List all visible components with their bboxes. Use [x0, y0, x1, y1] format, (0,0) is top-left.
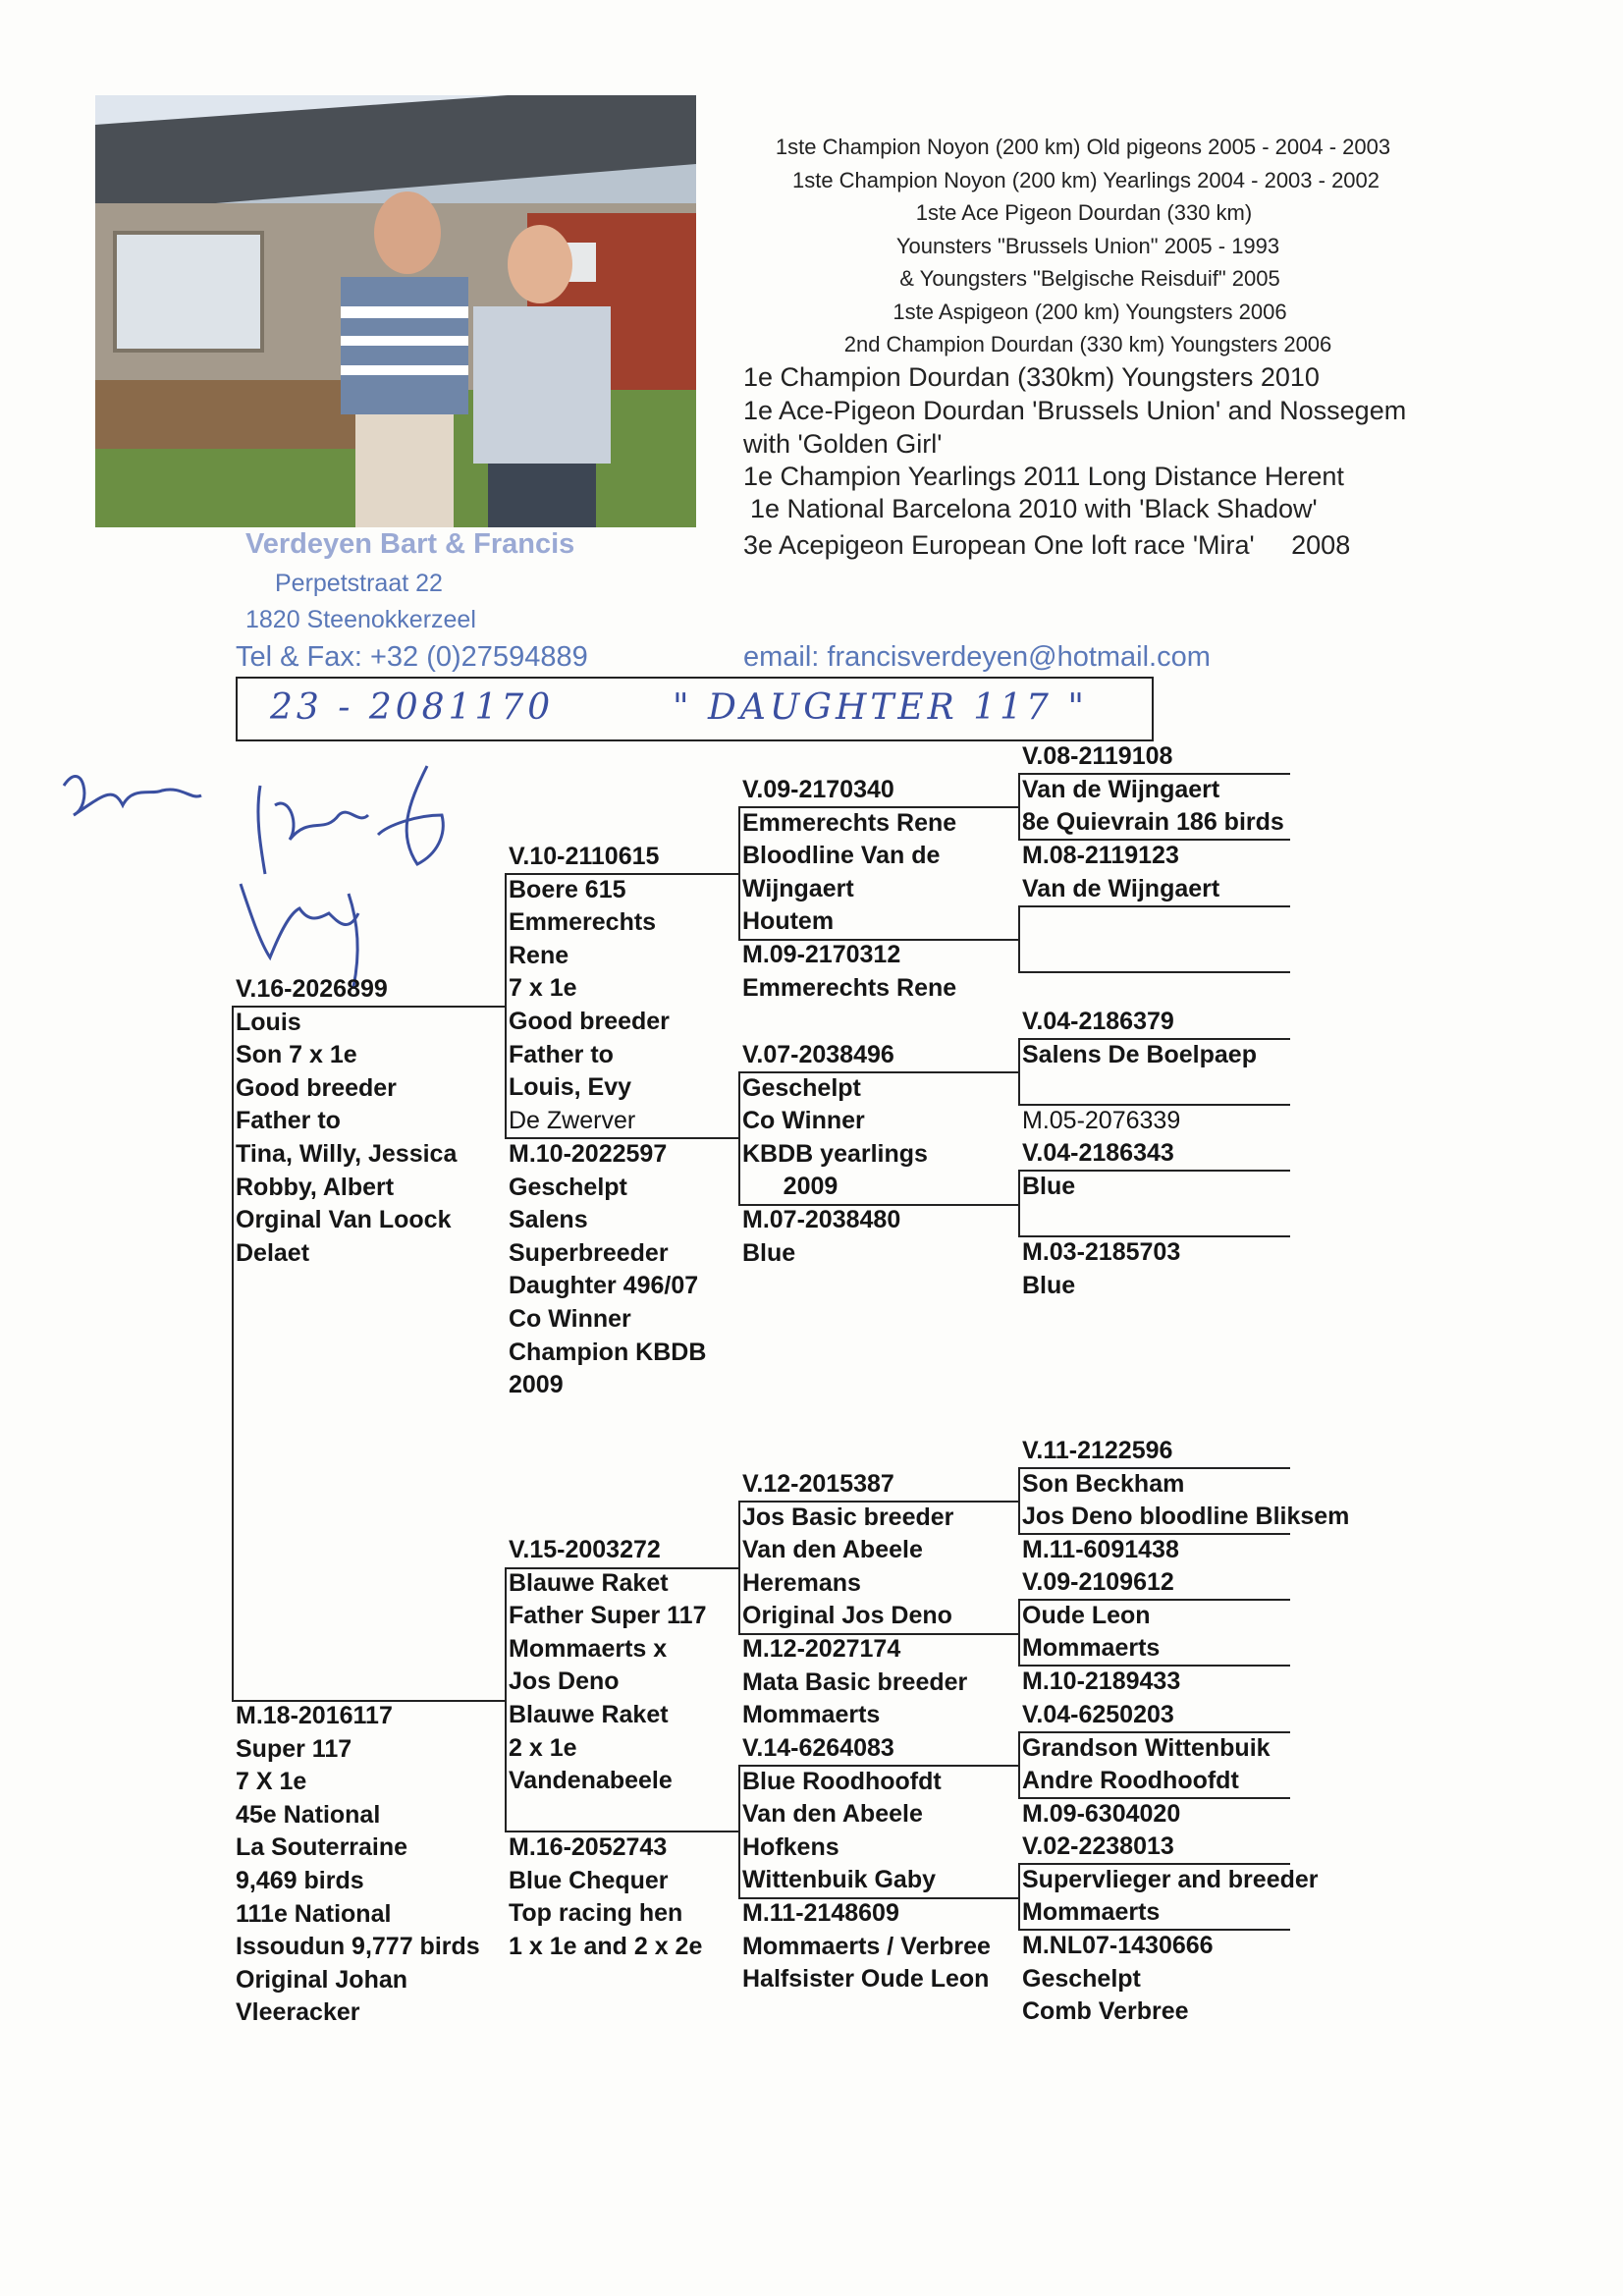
bracket-line — [1018, 905, 1020, 971]
achievement-line: with 'Golden Girl' — [743, 429, 943, 459]
mother-block — [236, 1700, 480, 2030]
pigeon-line: Good breeder — [509, 1007, 670, 1035]
great-grandparent-1 — [1022, 740, 1284, 840]
great-grandparent-6 — [1022, 1105, 1180, 1138]
great-grandparent-8 — [1022, 1236, 1180, 1302]
pigeon-line: Emmerechts — [509, 908, 657, 937]
pigeon-line: Blue — [742, 1238, 796, 1267]
loft-photo-image — [95, 95, 696, 527]
pigeon-line: Good breeder — [236, 1073, 397, 1102]
pigeon-line: Jos Basic breeder — [742, 1503, 954, 1531]
achievement-line: 1e Ace-Pigeon Dourdan 'Brussels Union' and Nossegem — [743, 396, 1407, 425]
pigeon-line: 111e National — [236, 1899, 392, 1928]
bracket-line — [232, 1006, 507, 1008]
pigeon-line: Hofkens — [742, 1832, 839, 1861]
achievement-line: 1ste Champion Noyon (200 km) Yearlings 2004 - 2003 - 2002 — [791, 168, 1380, 192]
pigeon-line: Father to — [236, 1107, 341, 1135]
father-dam-block — [509, 1138, 706, 1402]
achievement-line: 1ste Aspigeon (200 km) Youngsters 2006 — [893, 300, 1287, 324]
ring-number: M.16-2052743 — [509, 1833, 668, 1861]
great-grandparent-15 — [1022, 1831, 1319, 1930]
great-grandparent-13 — [1022, 1699, 1271, 1798]
pigeon-line: De Zwerver — [509, 1106, 636, 1134]
phone-fax: Tel & Fax: +32 (0)27594889 — [236, 641, 588, 673]
ring-number: V.07-2038496 — [742, 1041, 894, 1068]
pigeon-line: Salens De Boelpaep — [1022, 1040, 1257, 1068]
ring-number: M.18-2016117 — [236, 1702, 393, 1729]
bracket-line — [738, 1765, 1020, 1767]
ring-number: M.08-2119123 — [1022, 842, 1179, 869]
pigeon-line: 8e Quievrain 186 birds — [1022, 808, 1284, 837]
pigeon-line: Co Winner — [742, 1107, 865, 1135]
bracket-line — [1018, 1467, 1290, 1469]
great-grandparent-12 — [1022, 1666, 1180, 1699]
ring-number: V.09-2109612 — [1022, 1568, 1174, 1596]
ring-number: V.08-2119108 — [1022, 742, 1173, 770]
bracket-line — [232, 1700, 507, 1702]
pigeon-line: Louis — [236, 1008, 301, 1036]
bracket-line — [1018, 1731, 1020, 1797]
ring-number: M.03-2185703 — [1022, 1238, 1181, 1266]
loft-photo — [95, 95, 696, 527]
pigeon-line: Mommaerts — [1022, 1898, 1161, 1927]
pigeon-line: Oude Leon — [1022, 1601, 1151, 1629]
pigeon-line: 2 x 1e — [509, 1733, 577, 1762]
pigeon-line: 2009 — [509, 1371, 564, 1399]
bracket-line — [1018, 1235, 1290, 1237]
bracket-line — [1018, 905, 1290, 907]
pigeon-line: Son Beckham — [1022, 1469, 1185, 1498]
pigeon-line: Salens — [509, 1206, 588, 1234]
owner-name: Verdeyen Bart & Francis — [245, 528, 575, 560]
ring-number: M.NL07-1430666 — [1022, 1932, 1214, 1959]
pigeon-line: La Souterraine — [236, 1833, 408, 1862]
bracket-line — [232, 1006, 234, 1406]
handwritten-signature — [54, 746, 466, 1002]
great-grandparent-14 — [1022, 1798, 1180, 1831]
pigeon-line: Father to — [509, 1040, 614, 1068]
pigeon-line: Comb Verbree — [1022, 1997, 1189, 2026]
pigeon-line: Blue Chequer — [509, 1866, 669, 1894]
pigeon-line: Champion KBDB — [509, 1338, 707, 1366]
pigeon-line: Van den Abeele — [742, 1800, 923, 1829]
pigeon-line: Supervlieger and breeder — [1022, 1865, 1319, 1893]
great-grandparent-16 — [1022, 1930, 1214, 2029]
pigeon-line: Son 7 x 1e — [236, 1041, 357, 1069]
pigeon-line: Mommaerts — [742, 1701, 881, 1729]
pigeon-line: Heremans — [742, 1568, 861, 1597]
pigeon-line: Blauwe Raket — [509, 1700, 669, 1728]
mother-sire-block — [509, 1534, 706, 1798]
pigeon-line: Original Johan — [236, 1965, 408, 1994]
bracket-line — [505, 873, 740, 875]
ring-number: V.09-2170340 — [742, 776, 894, 803]
handwritten-name: " DAUGHTER 117 " — [673, 687, 1088, 728]
achievement-line: 3e Acepigeon European One loft race 'Mira' 2008 — [743, 530, 1351, 560]
bracket-line — [1018, 1170, 1290, 1172]
mm-dam-block — [742, 1897, 991, 1996]
pigeon-line: Bloodline Van de — [742, 842, 941, 870]
pigeon-line: Original Jos Deno — [742, 1602, 952, 1630]
pigeon-line: 7 X 1e — [236, 1768, 307, 1796]
mf-dam-block — [742, 1633, 967, 1732]
ring-number: V.10-2110615 — [509, 843, 660, 870]
ring-number: M.05-2076339 — [1022, 1107, 1181, 1134]
mother-dam-block — [509, 1831, 702, 1963]
pigeon-line: Mommaerts / Verbree — [742, 1932, 991, 1960]
bracket-line — [1018, 1599, 1020, 1666]
bracket-line — [738, 1071, 740, 1204]
pigeon-line: Van de Wijngaert — [1022, 874, 1220, 902]
ring-number: V.04-6250203 — [1022, 1701, 1174, 1728]
pigeon-line: 9,469 birds — [236, 1866, 364, 1894]
pigeon-line: Robby, Albert — [236, 1173, 395, 1201]
bracket-line — [738, 806, 1020, 808]
pigeon-line: Van den Abeele — [742, 1536, 923, 1564]
pigeon-line: KBDB yearlings — [742, 1139, 928, 1168]
ring-number: M.09-2170312 — [742, 941, 901, 968]
pigeon-line: 1 x 1e and 2 x 2e — [509, 1932, 703, 1960]
great-grandparent-9 — [1022, 1435, 1349, 1534]
fm-dam-block — [742, 1204, 900, 1270]
pigeon-line: Louis, Evy — [509, 1073, 632, 1102]
great-grandparent-2 — [1022, 840, 1219, 905]
street-address: Perpetstraat 22 — [275, 570, 443, 597]
bracket-line — [1018, 971, 1290, 973]
bracket-line — [738, 1765, 740, 1897]
father-sire-block — [509, 841, 670, 1137]
pigeon-line: Issoudun 9,777 birds — [236, 1933, 480, 1961]
achievement-line: 2nd Champion Dourdan (330 km) Youngsters 2006 — [843, 332, 1332, 356]
pigeon-line: Emmerechts Rene — [742, 808, 957, 837]
bracket-line — [1018, 773, 1290, 775]
great-grandparent-11 — [1022, 1566, 1174, 1666]
achievement-line: 1e Champion Yearlings 2011 Long Distance Herent — [743, 462, 1344, 491]
ring-number: M.12-2027174 — [742, 1635, 901, 1663]
bracket-line — [738, 1633, 1020, 1635]
achievement-line: & Youngsters "Belgische Reisduif" 2005 — [899, 266, 1280, 291]
bracket-line — [1018, 1929, 1290, 1931]
bracket-line — [505, 873, 507, 1138]
pigeon-line: Jos Deno bloodline Bliksem — [1022, 1503, 1350, 1531]
pigeon-line: Mata Basic breeder — [742, 1667, 968, 1696]
bracket-line — [738, 806, 740, 939]
bracket-line — [232, 1406, 234, 1701]
bracket-line — [505, 1567, 740, 1569]
bracket-line — [1018, 1863, 1290, 1865]
bracket-line — [1018, 1038, 1020, 1104]
pigeon-line: Top racing hen — [509, 1899, 683, 1928]
pigeon-line: Van de Wijngaert — [1022, 775, 1220, 803]
bracket-line — [505, 1831, 740, 1832]
bracket-line — [738, 939, 1020, 941]
pigeon-line: Geschelpt — [509, 1173, 627, 1201]
city-address: 1820 Steenokkerzeel — [245, 606, 476, 633]
achievement-line: Younsters "Brussels Union" 2005 - 1993 — [895, 234, 1280, 258]
pigeon-line: Blauwe Raket — [509, 1568, 669, 1597]
bracket-line — [738, 1204, 1020, 1206]
pigeon-line: Wittenbuik Gaby — [742, 1866, 937, 1894]
bracket-line — [1018, 1467, 1020, 1533]
bracket-line — [1018, 1731, 1290, 1733]
pigeon-line: Halfsister Oude Leon — [742, 1965, 990, 1994]
ring-number: V.04-2186379 — [1022, 1008, 1174, 1035]
email-address: email: francisverdeyen@hotmail.com — [743, 641, 1211, 673]
pigeon-line: Blue Roodhoofdt — [742, 1767, 942, 1795]
ring-number: V.14-6264083 — [742, 1734, 894, 1762]
ring-number: M.09-6304020 — [1022, 1800, 1181, 1828]
pigeon-line: Delaet — [236, 1238, 310, 1267]
pigeon-line: Tina, Willy, Jessica — [236, 1139, 458, 1168]
ring-number: M.11-6091438 — [1022, 1536, 1179, 1563]
ff-sire-block — [742, 774, 956, 939]
pigeon-line: 7 x 1e — [509, 974, 577, 1003]
ring-number: M.07-2038480 — [742, 1206, 901, 1233]
pigeon-line: Blue — [1022, 1172, 1076, 1200]
bracket-line — [738, 1897, 1020, 1899]
pigeon-line: Father Super 117 — [509, 1602, 707, 1630]
achievement-line: 1e National Barcelona 2010 with 'Black Shadow' — [750, 494, 1318, 523]
pigeon-line: Andre Roodhoofdt — [1022, 1767, 1239, 1795]
bracket-line — [1018, 1038, 1290, 1040]
ring-number: V.15-2003272 — [509, 1536, 661, 1563]
pigeon-line: Mommaerts x — [509, 1634, 668, 1663]
pigeon-line: Jos Deno — [509, 1667, 620, 1696]
fm-sire-block — [742, 1039, 928, 1204]
pigeon-line: Vandenabeele — [509, 1767, 673, 1795]
bracket-line — [1018, 1170, 1020, 1236]
bracket-line — [505, 1567, 507, 1831]
pigeon-line: Wijngaert — [742, 874, 854, 902]
ring-number: V.02-2238013 — [1022, 1832, 1174, 1860]
bracket-line — [1018, 1104, 1290, 1106]
father-block — [236, 973, 457, 1270]
pigeon-line: Super 117 — [236, 1734, 352, 1763]
pigeon-line: Boere 615 — [509, 875, 626, 903]
pigeon-line: Vleeracker — [236, 1998, 360, 2027]
pigeon-line: Daughter 496/07 — [509, 1272, 699, 1300]
pigeon-line: Blue — [1022, 1271, 1076, 1299]
pigeon-line: Co Winner — [509, 1304, 631, 1333]
pigeon-line: Superbreeder — [509, 1238, 669, 1267]
achievement-line: 1e Champion Dourdan (330km) Youngsters 2010 — [743, 362, 1320, 392]
ring-number: V.11-2122596 — [1022, 1437, 1173, 1464]
pigeon-line: Mommaerts — [1022, 1634, 1161, 1663]
bracket-line — [738, 1071, 1020, 1073]
pigeon-line: Grandson Wittenbuik — [1022, 1733, 1271, 1762]
bracket-line — [1018, 1533, 1290, 1535]
pigeon-line: Geschelpt — [742, 1073, 861, 1102]
pigeon-line: Geschelpt — [1022, 1964, 1141, 1993]
pigeon-line: 45e National — [236, 1800, 381, 1829]
mf-sire-block — [742, 1468, 953, 1633]
bracket-line — [1018, 1797, 1290, 1799]
achievement-line: 1ste Ace Pigeon Dourdan (330 km) — [915, 200, 1253, 225]
ring-number: V.16-2026899 — [236, 975, 388, 1003]
bracket-line — [1018, 1599, 1290, 1601]
bracket-line — [1018, 839, 1290, 841]
pigeon-line: Emmerechts Rene — [742, 973, 957, 1002]
bracket-line — [1018, 773, 1020, 840]
bracket-line — [1018, 1863, 1020, 1929]
ring-number: M.10-2022597 — [509, 1140, 668, 1168]
ring-number: V.04-2186343 — [1022, 1139, 1174, 1167]
mm-sire-block — [742, 1732, 942, 1897]
handwritten-ring: 23 - 2081170 — [270, 687, 555, 728]
bracket-line — [1018, 1665, 1290, 1667]
ring-number: M.10-2189433 — [1022, 1667, 1181, 1695]
ff-dam-block — [742, 939, 956, 1005]
pigeon-line: Houtem — [742, 907, 835, 936]
bracket-line — [738, 1501, 740, 1633]
ring-number: M.11-2148609 — [742, 1899, 899, 1927]
pigeon-line: 2009 — [742, 1173, 839, 1201]
pigeon-line: Rene — [509, 941, 569, 969]
achievement-line: 1ste Champion Noyon (200 km) Old pigeons 2005 - 2004 - 2003 — [775, 135, 1391, 159]
pigeon-line: Orginal Van Loock — [236, 1206, 452, 1234]
bracket-line — [505, 1137, 740, 1139]
ring-number: V.12-2015387 — [742, 1470, 894, 1498]
great-grandparent-10 — [1022, 1534, 1179, 1567]
bracket-line — [738, 1501, 1020, 1503]
